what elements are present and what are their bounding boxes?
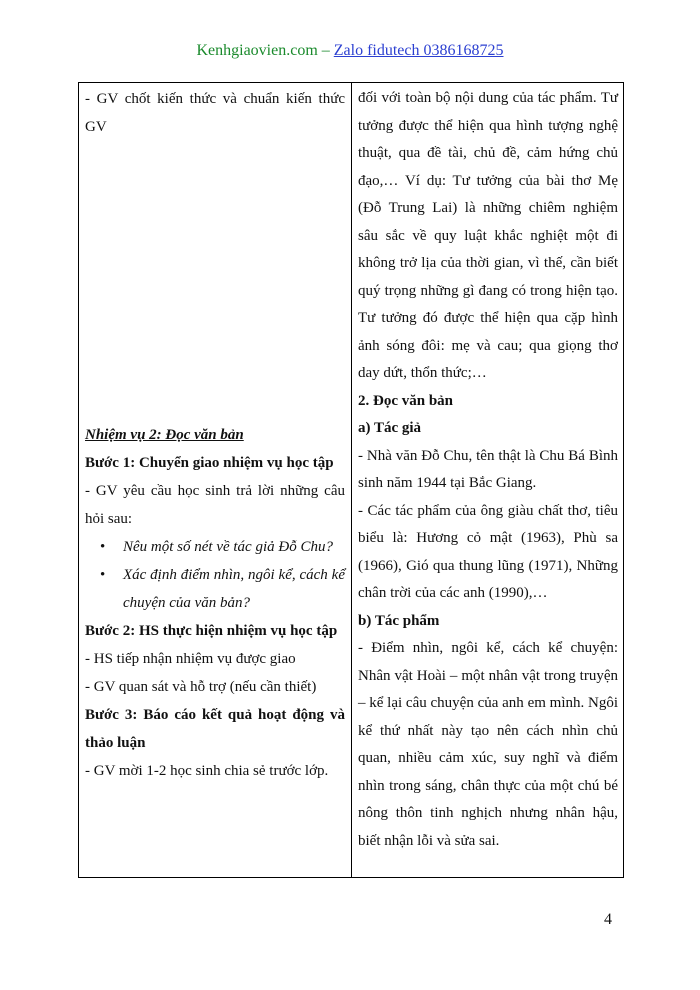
author-title: a) Tác giả [358,420,422,436]
question-list [85,533,345,617]
task-2-title: Nhiệm vụ 2: Đọc văn bản [85,427,244,443]
theme-paragraph: đối với toàn bộ nội dung của tác phẩm. Tư tưởng được thể hiện qua hình tượng nghệ thuật, qua đề tài, chủ đề, cảm hứng chủ đạo,… Ví dụ: Tư tưởng của bài thơ Mẹ (Đỗ Trung Lai) là những chiêm nghiệm sâu sắc về quy luật khắc nghiệt một đi không trở lịa của thời gian, vì thế, cần biết quý trọng những gì đang có trong hiện tạo. Tư tưởng đó được thể hiện qua cặp hình ảnh sóng đôi: mẹ và cau; qua giọng thơ day dứt, thổn thức;… [358,90,618,381]
column-divider [351,83,352,877]
step-2-title: Bước 2: HS thực hiện nhiệm vụ học tập [85,623,338,639]
work-title: b) Tác phẩm [358,612,440,629]
step-3-text: - GV mời 1-2 học sinh chia sẻ trước lớp. [85,763,329,779]
question-item: • Nêu một số nét về tác giả Đỗ Chu? [85,533,345,561]
content-column [358,85,618,855]
header-zalo-link[interactable]: Zalo fidutech 0386168725 [333,42,504,59]
author-line: - Nhà văn Đỗ Chu, tên thật là Chu Bá Bình sinh năm 1944 tại Bắc Giang. [358,447,618,491]
step-2-line: - HS tiếp nhận nhiệm vụ được giao [85,651,296,667]
lesson-table [78,82,624,878]
header-site-link[interactable]: Kenhgiaovien.com [196,42,318,59]
work-text: - Điểm nhìn, ngôi kể, cách kể chuyện: Nhân vật Hoài – một nhân vật trong truyện – kể lại câu chuyện của anh em mình. Ngôi kể thứ nhất này tạo nên cách nhìn chủ quan, nhiều cảm xúc, suy nghĩ và điểm nhìn trong sáng, chân thực của một chú bé nông thôn tinh nghịch nhưng nhân hậu, biết nhận lỗi và sửa sai. [358,640,618,849]
question-item: • Xác định điểm nhìn, ngôi kể, cách kể chuyện của văn bản? [85,561,345,617]
step-1-text: - GV yêu cầu học sinh trả lời những câu hỏi sau: [85,483,345,527]
author-line: - Các tác phẩm của ông giàu chất thơ, tiêu biểu là: Hương cỏ mật (1963), Phù sa (1966), Gió qua thung lũng (1971), Những chân trời của các anh (1990),… [358,502,618,601]
left-spacer [85,141,345,421]
step-2-line: - GV quan sát và hỗ trợ (nếu cần thiết) [85,679,317,695]
header-separator: – [317,42,334,59]
teacher-conclusion-text: - GV chốt kiến thức và chuẩn kiến thức GV [85,91,345,135]
page-number: 4 [604,911,612,928]
page-header [0,41,700,61]
step-3-title: Bước 3: Báo cáo kết quả hoạt động và thảo luận [85,707,345,751]
step-1-title: Bước 1: Chuyển giao nhiệm vụ học tập [85,455,334,471]
section-title: 2. Đọc văn bản [358,392,454,409]
activity-column [85,85,345,785]
